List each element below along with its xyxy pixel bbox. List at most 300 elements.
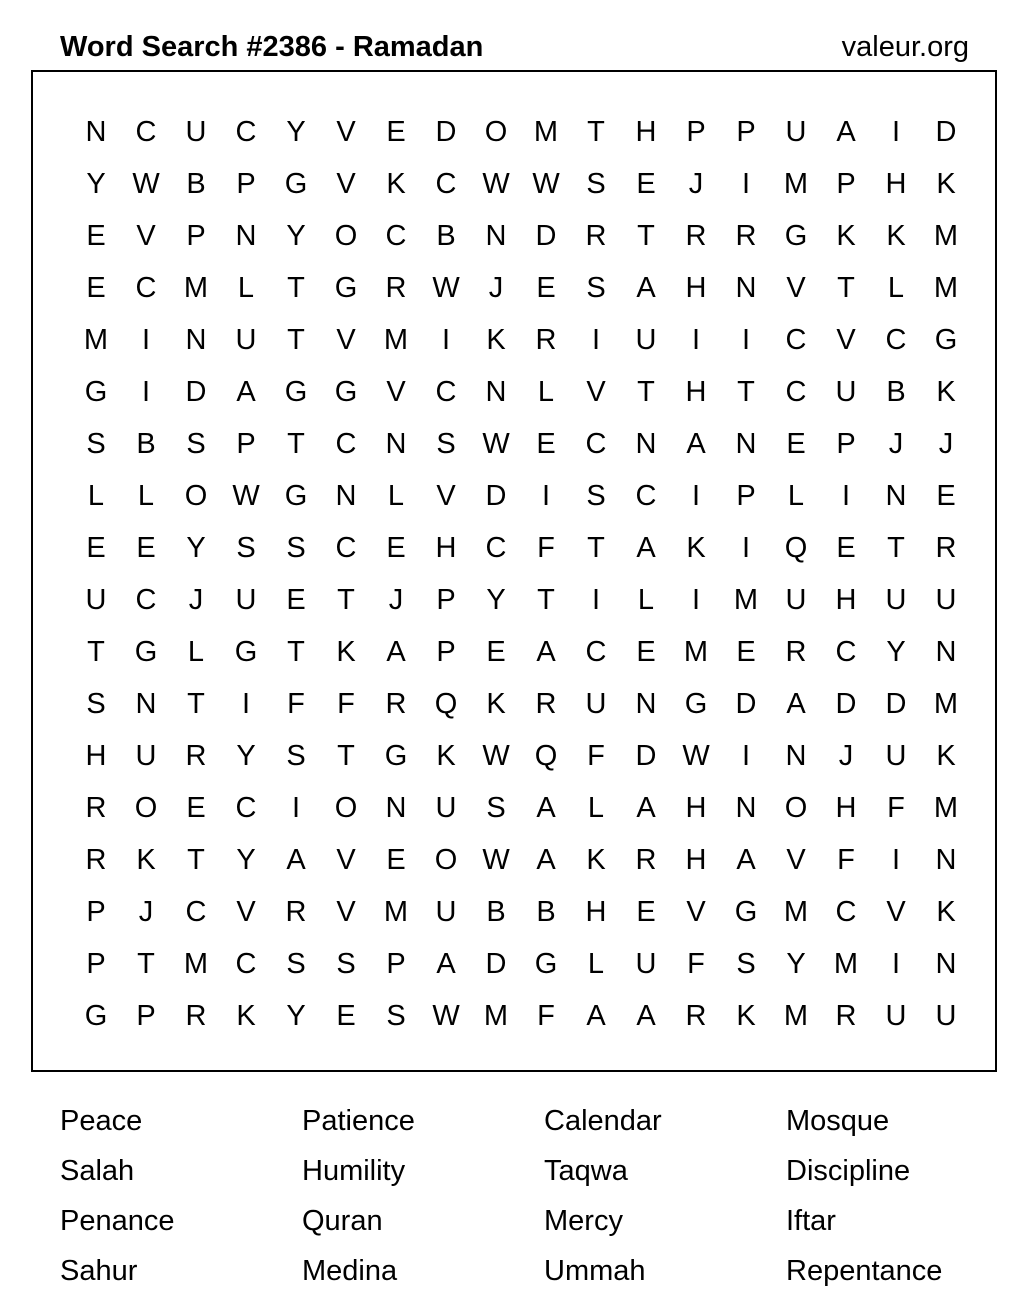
grid-letter[interactable]: I bbox=[291, 791, 301, 824]
grid-letter[interactable]: K bbox=[136, 843, 156, 876]
grid-letter[interactable]: G bbox=[334, 271, 358, 304]
grid-letter[interactable]: F bbox=[687, 947, 705, 980]
grid-letter[interactable]: K bbox=[586, 843, 606, 876]
grid-letter[interactable]: R bbox=[285, 895, 307, 928]
grid-letter[interactable]: G bbox=[534, 947, 558, 980]
grid-letter[interactable]: M bbox=[183, 271, 209, 304]
grid-letter[interactable]: F bbox=[287, 687, 305, 720]
grid-letter[interactable]: N bbox=[735, 791, 757, 824]
grid-letter[interactable]: B bbox=[436, 219, 456, 252]
grid-letter[interactable]: P bbox=[686, 115, 706, 148]
grid-letter[interactable]: I bbox=[891, 947, 901, 980]
grid-letter[interactable]: U bbox=[235, 583, 257, 616]
grid-letter[interactable]: G bbox=[134, 635, 158, 668]
grid-letter[interactable]: V bbox=[336, 115, 356, 148]
grid-letter[interactable]: A bbox=[786, 687, 806, 720]
grid-letter[interactable]: L bbox=[237, 271, 255, 304]
grid-letter[interactable]: E bbox=[86, 271, 106, 304]
grid-letter[interactable]: K bbox=[836, 219, 856, 252]
grid-letter[interactable]: T bbox=[287, 323, 305, 356]
grid-letter[interactable]: N bbox=[485, 375, 507, 408]
grid-letter[interactable]: I bbox=[591, 583, 601, 616]
grid-letter[interactable]: M bbox=[733, 583, 759, 616]
grid-letter[interactable]: T bbox=[137, 947, 155, 980]
grid-letter[interactable]: S bbox=[86, 427, 106, 460]
grid-letter[interactable]: G bbox=[934, 323, 958, 356]
grid-letter[interactable]: A bbox=[686, 427, 706, 460]
grid-letter[interactable]: H bbox=[685, 271, 707, 304]
grid-letter[interactable]: L bbox=[187, 635, 205, 668]
grid-letter[interactable]: K bbox=[886, 219, 906, 252]
grid-letter[interactable]: E bbox=[636, 895, 656, 928]
grid-letter[interactable]: R bbox=[685, 219, 707, 252]
grid-letter[interactable]: A bbox=[436, 947, 456, 980]
grid-letter[interactable]: O bbox=[184, 479, 208, 512]
grid-letter[interactable]: E bbox=[936, 479, 956, 512]
grid-letter[interactable]: N bbox=[735, 271, 757, 304]
grid-letter[interactable]: I bbox=[741, 739, 751, 772]
grid-letter[interactable]: T bbox=[287, 271, 305, 304]
grid-letter[interactable]: Y bbox=[236, 843, 256, 876]
grid-letter[interactable]: C bbox=[435, 375, 457, 408]
grid-letter[interactable]: K bbox=[486, 687, 506, 720]
grid-letter[interactable]: M bbox=[183, 947, 209, 980]
grid-letter[interactable]: I bbox=[741, 167, 751, 200]
grid-letter[interactable]: H bbox=[835, 791, 857, 824]
grid-letter[interactable]: I bbox=[741, 531, 751, 564]
grid-letter[interactable]: A bbox=[536, 843, 556, 876]
grid-letter[interactable]: P bbox=[736, 115, 756, 148]
grid-letter[interactable]: U bbox=[635, 323, 657, 356]
grid-letter[interactable]: D bbox=[435, 115, 457, 148]
grid-letter[interactable]: A bbox=[536, 791, 556, 824]
grid-letter[interactable]: Q bbox=[534, 739, 558, 772]
grid-letter[interactable]: A bbox=[836, 115, 856, 148]
grid-letter[interactable]: T bbox=[287, 635, 305, 668]
grid-letter[interactable]: P bbox=[836, 167, 856, 200]
grid-letter[interactable]: R bbox=[585, 219, 607, 252]
grid-letter[interactable]: E bbox=[86, 531, 106, 564]
grid-letter[interactable]: K bbox=[936, 375, 956, 408]
grid-letter[interactable]: U bbox=[435, 895, 457, 928]
grid-letter[interactable]: I bbox=[541, 479, 551, 512]
grid-letter[interactable]: B bbox=[886, 375, 906, 408]
grid-letter[interactable]: B bbox=[186, 167, 206, 200]
grid-letter[interactable]: A bbox=[736, 843, 756, 876]
grid-letter[interactable]: K bbox=[686, 531, 706, 564]
grid-letter[interactable]: V bbox=[336, 843, 356, 876]
grid-letter[interactable]: K bbox=[736, 999, 756, 1032]
grid-letter[interactable]: C bbox=[885, 323, 907, 356]
grid-letter[interactable]: A bbox=[586, 999, 606, 1032]
grid-letter[interactable]: I bbox=[241, 687, 251, 720]
grid-letter[interactable]: I bbox=[741, 323, 751, 356]
grid-letter[interactable]: M bbox=[933, 219, 959, 252]
grid-letter[interactable]: K bbox=[436, 739, 456, 772]
grid-letter[interactable]: H bbox=[685, 843, 707, 876]
grid-letter[interactable]: H bbox=[585, 895, 607, 928]
grid-letter[interactable]: N bbox=[935, 947, 957, 980]
grid-letter[interactable]: C bbox=[135, 115, 157, 148]
grid-letter[interactable]: G bbox=[284, 167, 308, 200]
grid-letter[interactable]: C bbox=[235, 947, 257, 980]
grid-letter[interactable]: S bbox=[586, 167, 606, 200]
grid-letter[interactable]: W bbox=[482, 739, 510, 772]
grid-letter[interactable]: V bbox=[236, 895, 256, 928]
grid-letter[interactable]: B bbox=[136, 427, 156, 460]
grid-letter[interactable]: D bbox=[935, 115, 957, 148]
grid-letter[interactable]: L bbox=[137, 479, 155, 512]
grid-letter[interactable]: H bbox=[85, 739, 107, 772]
grid-letter[interactable]: M bbox=[533, 115, 559, 148]
grid-letter[interactable]: M bbox=[933, 791, 959, 824]
grid-letter[interactable]: A bbox=[386, 635, 406, 668]
grid-letter[interactable]: P bbox=[136, 999, 156, 1032]
grid-letter[interactable]: G bbox=[84, 375, 108, 408]
grid-letter[interactable]: D bbox=[485, 479, 507, 512]
grid-letter[interactable]: C bbox=[835, 635, 857, 668]
grid-letter[interactable]: W bbox=[132, 167, 160, 200]
grid-letter[interactable]: G bbox=[284, 479, 308, 512]
grid-letter[interactable]: W bbox=[482, 843, 510, 876]
grid-letter[interactable]: V bbox=[786, 271, 806, 304]
grid-letter[interactable]: U bbox=[885, 999, 907, 1032]
grid-letter[interactable]: M bbox=[383, 323, 409, 356]
grid-letter[interactable]: T bbox=[87, 635, 105, 668]
grid-letter[interactable]: C bbox=[235, 115, 257, 148]
grid-letter[interactable]: U bbox=[185, 115, 207, 148]
grid-letter[interactable]: E bbox=[836, 531, 856, 564]
grid-letter[interactable]: W bbox=[232, 479, 260, 512]
grid-letter[interactable]: F bbox=[887, 791, 905, 824]
grid-letter[interactable]: U bbox=[435, 791, 457, 824]
grid-letter[interactable]: U bbox=[635, 947, 657, 980]
grid-letter[interactable]: R bbox=[785, 635, 807, 668]
grid-letter[interactable]: R bbox=[85, 843, 107, 876]
grid-letter[interactable]: M bbox=[683, 635, 709, 668]
grid-letter[interactable]: W bbox=[482, 427, 510, 460]
grid-letter[interactable]: D bbox=[835, 687, 857, 720]
grid-letter[interactable]: Y bbox=[286, 999, 306, 1032]
grid-letter[interactable]: E bbox=[136, 531, 156, 564]
grid-letter[interactable]: F bbox=[837, 843, 855, 876]
grid-letter[interactable]: J bbox=[688, 167, 704, 200]
grid-letter[interactable]: H bbox=[885, 167, 907, 200]
grid-letter[interactable]: R bbox=[635, 843, 657, 876]
grid-letter[interactable]: U bbox=[885, 739, 907, 772]
grid-letter[interactable]: C bbox=[335, 531, 357, 564]
grid-letter[interactable]: I bbox=[891, 843, 901, 876]
grid-letter[interactable]: E bbox=[386, 115, 406, 148]
grid-letter[interactable]: L bbox=[87, 479, 105, 512]
grid-letter[interactable]: U bbox=[835, 375, 857, 408]
grid-letter[interactable]: D bbox=[885, 687, 907, 720]
grid-letter[interactable]: H bbox=[685, 791, 707, 824]
grid-letter[interactable]: H bbox=[435, 531, 457, 564]
grid-letter[interactable]: L bbox=[787, 479, 805, 512]
grid-letter[interactable]: V bbox=[136, 219, 156, 252]
grid-letter[interactable]: E bbox=[736, 635, 756, 668]
grid-letter[interactable]: T bbox=[887, 531, 905, 564]
grid-letter[interactable]: I bbox=[691, 479, 701, 512]
grid-letter[interactable]: L bbox=[587, 791, 605, 824]
grid-letter[interactable]: S bbox=[286, 947, 306, 980]
grid-letter[interactable]: Y bbox=[236, 739, 256, 772]
grid-letter[interactable]: G bbox=[284, 375, 308, 408]
grid-letter[interactable]: U bbox=[135, 739, 157, 772]
grid-letter[interactable]: I bbox=[591, 323, 601, 356]
grid-letter[interactable]: Y bbox=[86, 167, 106, 200]
grid-letter[interactable]: T bbox=[587, 531, 605, 564]
grid-letter[interactable]: J bbox=[488, 271, 504, 304]
grid-letter[interactable]: G bbox=[234, 635, 258, 668]
grid-letter[interactable]: K bbox=[936, 739, 956, 772]
grid-letter[interactable]: S bbox=[586, 479, 606, 512]
grid-letter[interactable]: W bbox=[482, 167, 510, 200]
grid-letter[interactable]: F bbox=[537, 999, 555, 1032]
grid-letter[interactable]: P bbox=[86, 895, 106, 928]
grid-letter[interactable]: J bbox=[838, 739, 854, 772]
grid-letter[interactable]: S bbox=[736, 947, 756, 980]
grid-letter[interactable]: P bbox=[236, 167, 256, 200]
grid-letter[interactable]: F bbox=[587, 739, 605, 772]
grid-letter[interactable]: U bbox=[785, 583, 807, 616]
grid-letter[interactable]: K bbox=[486, 323, 506, 356]
grid-letter[interactable]: A bbox=[286, 843, 306, 876]
grid-letter[interactable]: I bbox=[691, 583, 701, 616]
grid-letter[interactable]: S bbox=[236, 531, 256, 564]
grid-letter[interactable]: D bbox=[485, 947, 507, 980]
grid-letter[interactable]: C bbox=[335, 427, 357, 460]
grid-letter[interactable]: Y bbox=[886, 635, 906, 668]
grid-letter[interactable]: P bbox=[436, 583, 456, 616]
grid-letter[interactable]: S bbox=[386, 999, 406, 1032]
grid-letter[interactable]: M bbox=[483, 999, 509, 1032]
grid-letter[interactable]: Y bbox=[186, 531, 206, 564]
grid-letter[interactable]: P bbox=[186, 219, 206, 252]
grid-letter[interactable]: E bbox=[486, 635, 506, 668]
grid-letter[interactable]: D bbox=[735, 687, 757, 720]
grid-letter[interactable]: E bbox=[636, 167, 656, 200]
grid-letter[interactable]: W bbox=[432, 999, 460, 1032]
grid-letter[interactable]: F bbox=[337, 687, 355, 720]
grid-letter[interactable]: A bbox=[636, 531, 656, 564]
grid-letter[interactable]: T bbox=[637, 219, 655, 252]
grid-letter[interactable]: S bbox=[336, 947, 356, 980]
grid-letter[interactable]: V bbox=[336, 167, 356, 200]
grid-letter[interactable]: U bbox=[935, 583, 957, 616]
grid-letter[interactable]: I bbox=[441, 323, 451, 356]
grid-letter[interactable]: P bbox=[236, 427, 256, 460]
grid-letter[interactable]: P bbox=[86, 947, 106, 980]
grid-letter[interactable]: N bbox=[885, 479, 907, 512]
grid-letter[interactable]: J bbox=[388, 583, 404, 616]
grid-letter[interactable]: V bbox=[686, 895, 706, 928]
grid-letter[interactable]: K bbox=[936, 895, 956, 928]
grid-letter[interactable]: V bbox=[336, 323, 356, 356]
grid-letter[interactable]: R bbox=[685, 999, 707, 1032]
grid-letter[interactable]: D bbox=[635, 739, 657, 772]
grid-letter[interactable]: E bbox=[536, 427, 556, 460]
grid-letter[interactable]: S bbox=[436, 427, 456, 460]
grid-letter[interactable]: N bbox=[785, 739, 807, 772]
grid-letter[interactable]: R bbox=[385, 271, 407, 304]
grid-letter[interactable]: U bbox=[585, 687, 607, 720]
grid-letter[interactable]: R bbox=[85, 791, 107, 824]
grid-letter[interactable]: K bbox=[386, 167, 406, 200]
grid-letter[interactable]: O bbox=[134, 791, 158, 824]
grid-letter[interactable]: I bbox=[841, 479, 851, 512]
grid-letter[interactable]: C bbox=[385, 219, 407, 252]
grid-letter[interactable]: H bbox=[685, 375, 707, 408]
grid-letter[interactable]: L bbox=[637, 583, 655, 616]
grid-letter[interactable]: C bbox=[185, 895, 207, 928]
grid-letter[interactable]: A bbox=[636, 999, 656, 1032]
grid-letter[interactable]: R bbox=[935, 531, 957, 564]
grid-letter[interactable]: C bbox=[835, 895, 857, 928]
grid-letter[interactable]: T bbox=[737, 375, 755, 408]
grid-letter[interactable]: Y bbox=[286, 219, 306, 252]
grid-letter[interactable]: T bbox=[537, 583, 555, 616]
grid-letter[interactable]: H bbox=[635, 115, 657, 148]
grid-letter[interactable]: N bbox=[235, 219, 257, 252]
grid-letter[interactable]: E bbox=[336, 999, 356, 1032]
grid-letter[interactable]: A bbox=[536, 635, 556, 668]
grid-letter[interactable]: N bbox=[485, 219, 507, 252]
grid-letter[interactable]: B bbox=[486, 895, 506, 928]
grid-letter[interactable]: O bbox=[784, 791, 808, 824]
grid-letter[interactable]: E bbox=[186, 791, 206, 824]
grid-letter[interactable]: E bbox=[386, 531, 406, 564]
grid-letter[interactable]: O bbox=[484, 115, 508, 148]
grid-letter[interactable]: J bbox=[888, 427, 904, 460]
grid-letter[interactable]: N bbox=[935, 635, 957, 668]
grid-letter[interactable]: C bbox=[235, 791, 257, 824]
grid-letter[interactable]: W bbox=[532, 167, 560, 200]
grid-letter[interactable]: N bbox=[635, 427, 657, 460]
grid-letter[interactable]: C bbox=[585, 635, 607, 668]
grid-letter[interactable]: L bbox=[387, 479, 405, 512]
grid-letter[interactable]: I bbox=[141, 323, 151, 356]
grid-letter[interactable]: R bbox=[185, 739, 207, 772]
grid-letter[interactable]: M bbox=[83, 323, 109, 356]
grid-letter[interactable]: S bbox=[586, 271, 606, 304]
grid-letter[interactable]: L bbox=[537, 375, 555, 408]
grid-letter[interactable]: I bbox=[891, 115, 901, 148]
grid-letter[interactable]: G bbox=[684, 687, 708, 720]
grid-letter[interactable]: U bbox=[785, 115, 807, 148]
grid-letter[interactable]: P bbox=[436, 635, 456, 668]
grid-letter[interactable]: P bbox=[386, 947, 406, 980]
grid-letter[interactable]: N bbox=[935, 843, 957, 876]
grid-letter[interactable]: N bbox=[135, 687, 157, 720]
grid-letter[interactable]: G bbox=[84, 999, 108, 1032]
grid-letter[interactable]: Q bbox=[784, 531, 808, 564]
grid-letter[interactable]: R bbox=[735, 219, 757, 252]
grid-letter[interactable]: R bbox=[385, 687, 407, 720]
grid-letter[interactable]: C bbox=[135, 583, 157, 616]
grid-letter[interactable]: H bbox=[835, 583, 857, 616]
grid-letter[interactable]: N bbox=[635, 687, 657, 720]
grid-letter[interactable]: V bbox=[836, 323, 856, 356]
grid-letter[interactable]: D bbox=[535, 219, 557, 252]
grid-letter[interactable]: C bbox=[785, 323, 807, 356]
grid-letter[interactable]: O bbox=[434, 843, 458, 876]
grid-letter[interactable]: C bbox=[585, 427, 607, 460]
grid-letter[interactable]: J bbox=[188, 583, 204, 616]
grid-letter[interactable]: M bbox=[833, 947, 859, 980]
grid-letter[interactable]: M bbox=[783, 167, 809, 200]
grid-letter[interactable]: M bbox=[783, 895, 809, 928]
grid-letter[interactable]: R bbox=[835, 999, 857, 1032]
grid-letter[interactable]: N bbox=[85, 115, 107, 148]
grid-letter[interactable]: E bbox=[536, 271, 556, 304]
grid-letter[interactable]: M bbox=[933, 687, 959, 720]
grid-letter[interactable]: C bbox=[435, 167, 457, 200]
grid-letter[interactable]: K bbox=[236, 999, 256, 1032]
grid-letter[interactable]: T bbox=[837, 271, 855, 304]
grid-letter[interactable]: P bbox=[836, 427, 856, 460]
grid-letter[interactable]: T bbox=[187, 843, 205, 876]
grid-letter[interactable]: A bbox=[636, 271, 656, 304]
grid-letter[interactable]: N bbox=[185, 323, 207, 356]
grid-letter[interactable]: W bbox=[432, 271, 460, 304]
grid-letter[interactable]: M bbox=[383, 895, 409, 928]
grid-letter[interactable]: V bbox=[336, 895, 356, 928]
grid-letter[interactable]: G bbox=[784, 219, 808, 252]
grid-letter[interactable]: E bbox=[786, 427, 806, 460]
grid-letter[interactable]: P bbox=[736, 479, 756, 512]
grid-letter[interactable]: S bbox=[86, 687, 106, 720]
grid-letter[interactable]: K bbox=[336, 635, 356, 668]
grid-letter[interactable]: V bbox=[386, 375, 406, 408]
grid-letter[interactable]: T bbox=[337, 739, 355, 772]
grid-letter[interactable]: O bbox=[334, 791, 358, 824]
grid-letter[interactable]: R bbox=[535, 687, 557, 720]
grid-letter[interactable]: T bbox=[287, 427, 305, 460]
grid-letter[interactable]: U bbox=[235, 323, 257, 356]
grid-letter[interactable]: Y bbox=[286, 115, 306, 148]
grid-letter[interactable]: W bbox=[682, 739, 710, 772]
grid-letter[interactable]: R bbox=[185, 999, 207, 1032]
grid-letter[interactable]: S bbox=[286, 531, 306, 564]
grid-letter[interactable]: C bbox=[785, 375, 807, 408]
grid-letter[interactable]: Q bbox=[434, 687, 458, 720]
grid-letter[interactable]: S bbox=[286, 739, 306, 772]
grid-letter[interactable]: L bbox=[587, 947, 605, 980]
grid-letter[interactable]: U bbox=[85, 583, 107, 616]
grid-letter[interactable]: M bbox=[783, 999, 809, 1032]
grid-letter[interactable]: D bbox=[185, 375, 207, 408]
grid-letter[interactable]: K bbox=[936, 167, 956, 200]
grid-letter[interactable]: J bbox=[138, 895, 154, 928]
grid-letter[interactable]: C bbox=[485, 531, 507, 564]
grid-letter[interactable]: C bbox=[135, 271, 157, 304]
grid-letter[interactable]: R bbox=[535, 323, 557, 356]
grid-letter[interactable]: S bbox=[486, 791, 506, 824]
grid-letter[interactable]: Y bbox=[786, 947, 806, 980]
grid-letter[interactable]: U bbox=[935, 999, 957, 1032]
grid-letter[interactable]: V bbox=[886, 895, 906, 928]
grid-letter[interactable]: E bbox=[86, 219, 106, 252]
grid-letter[interactable]: T bbox=[187, 687, 205, 720]
grid-letter[interactable]: T bbox=[587, 115, 605, 148]
grid-letter[interactable]: N bbox=[385, 427, 407, 460]
grid-letter[interactable]: J bbox=[938, 427, 954, 460]
grid-letter[interactable]: A bbox=[636, 791, 656, 824]
grid-letter[interactable]: E bbox=[386, 843, 406, 876]
grid-letter[interactable]: I bbox=[691, 323, 701, 356]
